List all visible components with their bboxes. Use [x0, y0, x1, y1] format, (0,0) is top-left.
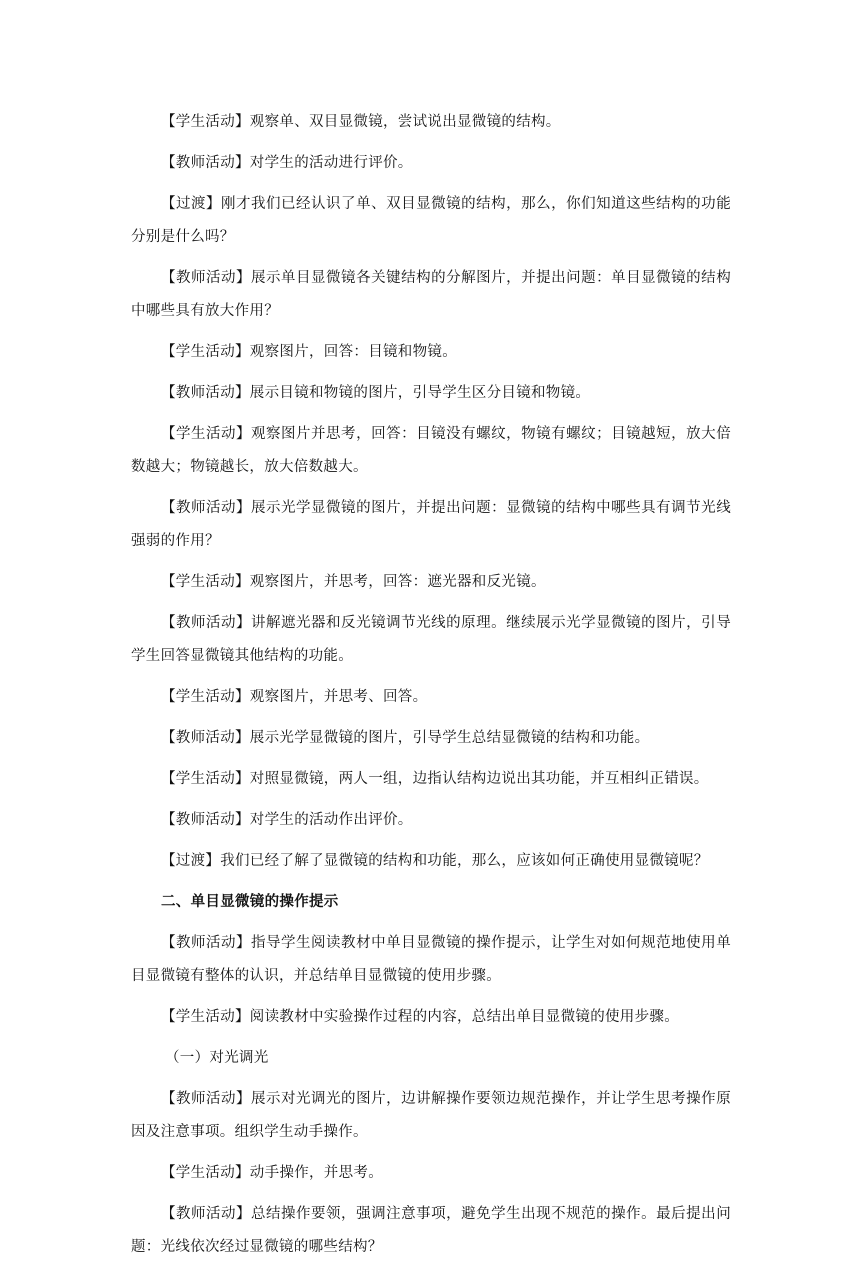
paragraph: 【过渡】刚才我们已经认识了单、双目显微镜的结构，那么，你们知道这些结构的功能分别是什么吗？	[131, 196, 731, 245]
paragraph: 【教师活动】展示对光调光的图片，边讲解操作要领边规范操作，并让学生思考操作原因及注意事项。组织学生动手操作。	[131, 1091, 731, 1140]
paragraph: 【教师活动】指导学生阅读教材中单目显微镜的操作提示，让学生对如何规范地使用单目显微镜有整体的认识，并总结单目显微镜的使用步骤。	[131, 935, 731, 984]
paragraph: 【学生活动】观察图片，回答：目镜和物镜。	[161, 344, 457, 360]
paragraph: 【教师活动】讲解遮光器和反光镜调节光线的原理。继续展示光学显微镜的图片，引导学生回答显微镜其他结构的功能。	[131, 615, 731, 664]
paragraph: 【教师活动】展示光学显微镜的图片，并提出问题：显微镜的结构中哪些具有调节光线强弱的作用？	[131, 500, 731, 549]
paragraph: 【教师活动】展示单目显微镜各关键结构的分解图片，并提出问题：单目显微镜的结构中哪些具有放大作用？	[131, 270, 731, 319]
document-body	[131, 106, 731, 1272]
paragraph: 【教师活动】对学生的活动进行评价。	[161, 155, 413, 171]
paragraph: 【学生活动】阅读教材中实验操作过程的内容，总结出单目显微镜的使用步骤。	[161, 1009, 679, 1025]
paragraph: 【学生活动】对照显微镜，两人一组，边指认结构边说出其功能，并互相纠正错误。	[161, 771, 709, 787]
paragraph: 【教师活动】总结操作要领，强调注意事项，避免学生出现不规范的操作。最后提出问题：光线依次经过显微镜的哪些结构？	[131, 1206, 731, 1255]
section-heading: 二、单目显微镜的操作提示	[161, 894, 339, 910]
paragraph: 【学生活动】动手操作，并思考。	[161, 1165, 383, 1181]
subsection-heading: （一）对光调光	[165, 1050, 269, 1066]
paragraph: 【过渡】我们已经了解了显微镜的结构和功能，那么，应该如何正确使用显微镜呢？	[161, 853, 709, 869]
paragraph: 【学生活动】观察单、双目显微镜，尝试说出显微镜的结构。	[161, 114, 561, 130]
paragraph: 【教师活动】展示光学显微镜的图片，引导学生总结显微镜的结构和功能。	[161, 730, 650, 746]
paragraph: 【学生活动】观察图片，并思考，回答：遮光器和反光镜。	[161, 574, 546, 590]
paragraph: 【教师活动】对学生的活动作出评价。	[161, 812, 413, 828]
paragraph: 【学生活动】观察图片，并思考、回答。	[161, 689, 428, 705]
paragraph: 【学生活动】观察图片并思考，回答：目镜没有螺纹，物镜有螺纹；目镜越短，放大倍数越大；物镜越长，放大倍数越大。	[131, 426, 731, 475]
paragraph: 【教师活动】展示目镜和物镜的图片，引导学生区分目镜和物镜。	[161, 385, 591, 401]
